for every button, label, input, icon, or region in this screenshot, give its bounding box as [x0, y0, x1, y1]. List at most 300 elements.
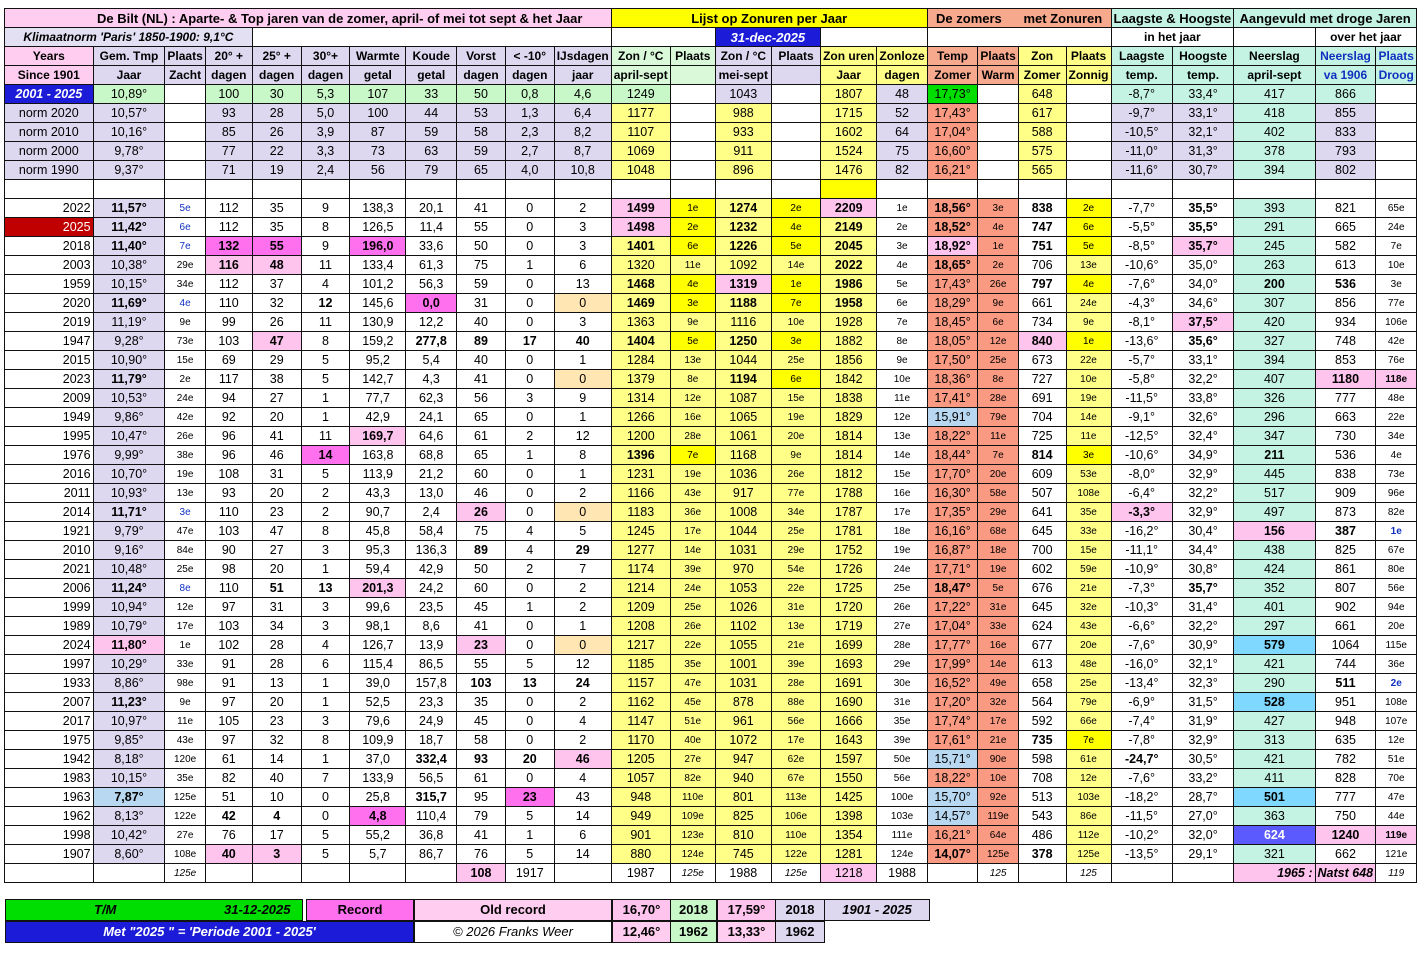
cell-ijs: 7 [554, 560, 611, 579]
cell-laagste: -10,6° [1111, 256, 1172, 275]
cell-gem_tmp: 8,86° [93, 674, 165, 693]
norm-cell-koude: 33 [406, 85, 457, 104]
cell-temp_zomer: 16,16° [927, 522, 978, 541]
cell-warmte: 201,3 [350, 579, 406, 598]
summary-zacht_count: 125e [165, 864, 205, 883]
dry-years-title: Aangevuld met droge Jaren [1234, 9, 1417, 28]
year-cell: 1921 [5, 522, 94, 541]
cell-min10: 20 [505, 750, 554, 769]
norm-cell-warmte: 107 [350, 85, 406, 104]
cell-plaats_a: 109e [670, 807, 715, 826]
cell-zon_apr: 1057 [611, 769, 670, 788]
climate-table [4, 8, 1417, 883]
cell-d25: 47 [252, 332, 301, 351]
cell-zonloze: 18e [877, 522, 927, 541]
cell-plaats_zonnig: 11e [1066, 427, 1111, 446]
year-row [5, 427, 1417, 446]
cell-d20: 105 [205, 712, 252, 731]
cell-zon_mei: 1319 [715, 275, 771, 294]
cell-zon_jaar: 1958 [821, 294, 877, 313]
cell-plaats_zacht: 42e [165, 408, 205, 427]
cell-min10: 4 [505, 541, 554, 560]
cell-plaats_a: 16e [670, 408, 715, 427]
cell-d30: 1 [301, 674, 350, 693]
cell-zon_jaar: 1691 [821, 674, 877, 693]
norm-cell-neerslag_jaar: 833 [1315, 123, 1376, 142]
cell-plaats_droog: 22e [1376, 408, 1417, 427]
cell-d25: 47 [252, 522, 301, 541]
col-subheader-zon_jaar: Jaar [821, 66, 877, 85]
year-row [5, 389, 1417, 408]
cell-d20: 132 [205, 237, 252, 256]
cell-warmte: 163,8 [350, 446, 406, 465]
cell-plaats_droog: 48e [1376, 389, 1417, 408]
climate-norm-subtitle: Klimaatnorm 'Paris' 1850-1900: 9,1°C [5, 28, 253, 47]
cell-zon_zomer: 598 [1018, 750, 1066, 769]
cell-plaats_droog: 65e [1376, 199, 1417, 218]
cell-zonloze: 103e [877, 807, 927, 826]
norm-cell-zon_apr: 1249 [611, 85, 670, 104]
cell-min10: 17 [505, 332, 554, 351]
cell-temp_zomer: 17,74° [927, 712, 978, 731]
cell-zon_mei: 940 [715, 769, 771, 788]
cell-neerslag_jaar: 635 [1315, 731, 1376, 750]
cell-neerslag: 352 [1234, 579, 1315, 598]
norm-cell-zon_zomer: 617 [1018, 104, 1066, 123]
summary-zonnig_count: 125 [1066, 864, 1111, 883]
cell-zon_apr: 1498 [611, 218, 670, 237]
norm-cell-laagste: -11,0° [1111, 142, 1172, 161]
cell-zon_jaar: 1787 [821, 503, 877, 522]
cell-neerslag: 624 [1234, 826, 1315, 845]
cell-hoogste: 35,5° [1172, 218, 1233, 237]
year-row [5, 465, 1417, 484]
cell-temp_zomer: 17,71° [927, 560, 978, 579]
cell-neerslag: 427 [1234, 712, 1315, 731]
cell-zon_jaar: 1856 [821, 351, 877, 370]
cell-plaats_warm: 90e [978, 750, 1018, 769]
cell-plaats_droog: 96e [1376, 484, 1417, 503]
cell-plaats_zacht: 9e [165, 313, 205, 332]
cell-min10: 5 [505, 845, 554, 864]
cell-laagste: -9,1° [1111, 408, 1172, 427]
cell-zon_jaar: 1838 [821, 389, 877, 408]
cell-plaats_zonnig: 5e [1066, 237, 1111, 256]
cell-warmte: 5,7 [350, 845, 406, 864]
sun-list-title: Lijst op Zonuren per Jaar [611, 9, 927, 28]
col-header-ijs: IJsdagen [554, 47, 611, 66]
cell-plaats_zonnig: 13e [1066, 256, 1111, 275]
cell-laagste: -7,7° [1111, 199, 1172, 218]
cell-plaats_droog: 47e [1376, 788, 1417, 807]
cell-plaats_zonnig: 86e [1066, 807, 1111, 826]
cell-plaats_zacht: 98e [165, 674, 205, 693]
cell-zon_apr: 1277 [611, 541, 670, 560]
cell-plaats_warm: 3e [978, 199, 1018, 218]
year-row [5, 218, 1417, 237]
cell-temp_zomer: 16,30° [927, 484, 978, 503]
cell-d30: 13 [301, 579, 350, 598]
cell-vorst: 75 [457, 256, 506, 275]
cell-min10: 1 [505, 598, 554, 617]
cell-zon_mei: 1092 [715, 256, 771, 275]
cell-zon_zomer: 609 [1018, 465, 1066, 484]
norm-cell-zon_zomer: 588 [1018, 123, 1066, 142]
norm-cell-plaats_m [771, 104, 820, 123]
cell-plaats_droog: 2e [1376, 674, 1417, 693]
cell-d30: 0 [301, 788, 350, 807]
cell-neerslag_jaar: 821 [1315, 199, 1376, 218]
cell-plaats_a: 39e [670, 560, 715, 579]
cell-zon_apr: 1468 [611, 275, 670, 294]
norm-cell-zon_apr: 1048 [611, 161, 670, 180]
col-subheader-d30: dagen [301, 66, 350, 85]
cell-zon_jaar: 1398 [821, 807, 877, 826]
cell-zon_zomer: 704 [1018, 408, 1066, 427]
norm-cell-temp_zomer: 17,73° [927, 85, 978, 104]
cell-zon_jaar: 1281 [821, 845, 877, 864]
cell-warmte: 113,9 [350, 465, 406, 484]
col-subheader-neerslag_jaar: va 1906 [1315, 66, 1376, 85]
cell-d30: 8 [301, 218, 350, 237]
cell-zon_zomer: 725 [1018, 427, 1066, 446]
cell-laagste: -3,3° [1111, 503, 1172, 522]
cell-plaats_warm: 21e [978, 731, 1018, 750]
cell-ijs: 6 [554, 256, 611, 275]
year-cell: 1963 [5, 788, 94, 807]
cell-gem_tmp: 8,60° [93, 845, 165, 864]
year-row [5, 275, 1417, 294]
cell-vorst: 45 [457, 712, 506, 731]
cell-laagste: -6,9° [1111, 693, 1172, 712]
cell-plaats_m: 110e [771, 826, 820, 845]
year-row [5, 256, 1417, 275]
cell-min10: 0 [505, 465, 554, 484]
norm-cell-vorst: 58 [457, 123, 506, 142]
cell-plaats_m: 15e [771, 389, 820, 408]
cell-gem_tmp: 10,90° [93, 351, 165, 370]
cell-d30: 5 [301, 465, 350, 484]
norm-cell-d25: 30 [252, 85, 301, 104]
cell-plaats_zonnig: 48e [1066, 655, 1111, 674]
cell-plaats_zonnig: 9e [1066, 313, 1111, 332]
cell-neerslag_jaar: 777 [1315, 788, 1376, 807]
cell-plaats_zonnig: 10e [1066, 370, 1111, 389]
cell-temp_zomer: 17,61° [927, 731, 978, 750]
summary-zon_mei_plaats: 125e [771, 864, 820, 883]
cell-temp_zomer: 17,41° [927, 389, 978, 408]
norm-cell-zonloze: 82 [877, 161, 927, 180]
norm-cell-gem_tmp: 9,78° [93, 142, 165, 161]
summary-empty [406, 864, 457, 883]
cell-koude: 86,7 [406, 845, 457, 864]
cell-hoogste: 32,2° [1172, 370, 1233, 389]
copyright: © 2026 Franks Weer [414, 921, 612, 943]
cell-d25: 27 [252, 541, 301, 560]
cell-plaats_a: 36e [670, 503, 715, 522]
cell-plaats_zacht: 33e [165, 655, 205, 674]
cell-temp_zomer: 17,20° [927, 693, 978, 712]
year-cell: 1989 [5, 617, 94, 636]
cell-temp_zomer: 15,71° [927, 750, 978, 769]
cell-plaats_zonnig: 15e [1066, 541, 1111, 560]
norm-cell-plaats_a [670, 104, 715, 123]
norm-cell-d25: 26 [252, 123, 301, 142]
col-subheader-plaats_m [771, 66, 820, 85]
norm-cell-vorst: 53 [457, 104, 506, 123]
cell-temp_zomer: 18,52° [927, 218, 978, 237]
cell-warmte: 52,5 [350, 693, 406, 712]
cell-d20: 96 [205, 427, 252, 446]
cell-gem_tmp: 10,94° [93, 598, 165, 617]
cell-neerslag: 321 [1234, 845, 1315, 864]
col-header-plaats_zacht: Plaats [165, 47, 205, 66]
cell-plaats_droog: 115e [1376, 636, 1417, 655]
cell-plaats_zacht: 19e [165, 465, 205, 484]
cell-warmte: 4,8 [350, 807, 406, 826]
cell-hoogste: 30,8° [1172, 560, 1233, 579]
norm-cell-plaats_a [670, 85, 715, 104]
norm-cell-zonloze: 48 [877, 85, 927, 104]
cell-hoogste: 33,2° [1172, 769, 1233, 788]
norm-cell-zon_apr: 1107 [611, 123, 670, 142]
cell-d25: 31 [252, 598, 301, 617]
cell-laagste: -7,6° [1111, 636, 1172, 655]
cell-plaats_zacht: 7e [165, 237, 205, 256]
year-cell: 2017 [5, 712, 94, 731]
year-cell: 2003 [5, 256, 94, 275]
cell-warmte: 99,6 [350, 598, 406, 617]
cell-laagste: -8,1° [1111, 313, 1172, 332]
norm-cell-warmte: 100 [350, 104, 406, 123]
year-row [5, 294, 1417, 313]
cell-plaats_a: 123e [670, 826, 715, 845]
norm-cell-min10: 2,3 [505, 123, 554, 142]
norm-cell-laagste: -11,6° [1111, 161, 1172, 180]
cell-plaats_a: 4e [670, 275, 715, 294]
cell-laagste: -13,4° [1111, 674, 1172, 693]
norm-cell-plaats_a [670, 142, 715, 161]
col-subheader-gem_tmp: Jaar [93, 66, 165, 85]
norm-cell-temp_zomer: 16,60° [927, 142, 978, 161]
cell-plaats_warm: 5e [978, 579, 1018, 598]
cell-plaats_zacht: 25e [165, 560, 205, 579]
norm-cell-vorst: 65 [457, 161, 506, 180]
norm-cell-ijs: 8,2 [554, 123, 611, 142]
cell-plaats_m: 56e [771, 712, 820, 731]
cell-neerslag: 393 [1234, 199, 1315, 218]
norm-cell-neerslag: 402 [1234, 123, 1315, 142]
cell-koude: 0,0 [406, 294, 457, 313]
cell-neerslag_jaar: 1064 [1315, 636, 1376, 655]
cell-vorst: 76 [457, 845, 506, 864]
cell-plaats_zonnig: 53e [1066, 465, 1111, 484]
col-subheader-plaats_zonnig: Zonnig [1066, 66, 1111, 85]
cell-zonloze: 3e [877, 237, 927, 256]
cell-d25: 20 [252, 560, 301, 579]
cell-plaats_warm: 8e [978, 370, 1018, 389]
cell-d30: 9 [301, 199, 350, 218]
year-cell: 1999 [5, 598, 94, 617]
year-row [5, 655, 1417, 674]
summary-empty [1018, 864, 1066, 883]
cell-zon_jaar: 2149 [821, 218, 877, 237]
cell-min10: 1 [505, 446, 554, 465]
cell-zon_zomer: 645 [1018, 522, 1066, 541]
cell-neerslag: 420 [1234, 313, 1315, 332]
cell-d25: 35 [252, 218, 301, 237]
cell-zon_zomer: 378 [1018, 845, 1066, 864]
cell-koude: 36,8 [406, 826, 457, 845]
year-row [5, 351, 1417, 370]
cell-neerslag: 297 [1234, 617, 1315, 636]
cell-d20: 116 [205, 256, 252, 275]
cell-plaats_m: 25e [771, 522, 820, 541]
col-subheader-zon_apr: april-sept [611, 66, 670, 85]
year-row [5, 237, 1417, 256]
cell-gem_tmp: 8,13° [93, 807, 165, 826]
norm-cell-plaats_zonnig [1066, 104, 1111, 123]
cell-koude: 157,8 [406, 674, 457, 693]
cell-plaats_a: 124e [670, 845, 715, 864]
cell-zon_apr: 948 [611, 788, 670, 807]
cell-plaats_zacht: 38e [165, 446, 205, 465]
norm-cell-hoogste: 32,1° [1172, 123, 1233, 142]
cell-laagste: -11,1° [1111, 541, 1172, 560]
cell-zon_jaar: 1814 [821, 446, 877, 465]
cell-min10: 3 [505, 389, 554, 408]
cell-ijs: 2 [554, 598, 611, 617]
cell-laagste: -6,4° [1111, 484, 1172, 503]
cell-neerslag_jaar: 825 [1315, 541, 1376, 560]
cell-d30: 1 [301, 560, 350, 579]
cell-zonloze: 4e [877, 256, 927, 275]
col-subheader-plaats_a [670, 66, 715, 85]
norm-cell-plaats_droog [1376, 123, 1417, 142]
cell-ijs: 4 [554, 712, 611, 731]
cell-zon_jaar: 1986 [821, 275, 877, 294]
cell-hoogste: 34,4° [1172, 541, 1233, 560]
cell-d20: 110 [205, 503, 252, 522]
cell-plaats_droog: 73e [1376, 465, 1417, 484]
cell-neerslag_jaar: 777 [1315, 389, 1376, 408]
cell-vorst: 55 [457, 655, 506, 674]
cell-d30: 5 [301, 845, 350, 864]
cell-zon_mei: 917 [715, 484, 771, 503]
year-row [5, 522, 1417, 541]
cell-plaats_zonnig: 61e [1066, 750, 1111, 769]
cell-laagste: -5,7° [1111, 351, 1172, 370]
cell-neerslag: 245 [1234, 237, 1315, 256]
cell-zon_mei: 947 [715, 750, 771, 769]
cell-vorst: 89 [457, 332, 506, 351]
cell-plaats_zonnig: 108e [1066, 484, 1111, 503]
cell-d20: 108 [205, 465, 252, 484]
cell-zon_zomer: 513 [1018, 788, 1066, 807]
cell-vorst: 65 [457, 408, 506, 427]
cell-zon_jaar: 1693 [821, 655, 877, 674]
cell-temp_zomer: 18,05° [927, 332, 978, 351]
col-header-d20: 20° + [205, 47, 252, 66]
cell-hoogste: 35,5° [1172, 199, 1233, 218]
cell-vorst: 61 [457, 427, 506, 446]
cell-min10: 0 [505, 351, 554, 370]
cell-plaats_zacht: 43e [165, 731, 205, 750]
cell-plaats_zonnig: 125e [1066, 845, 1111, 864]
year-cell: 2019 [5, 313, 94, 332]
cell-laagste: -12,5° [1111, 427, 1172, 446]
cell-laagste: -10,6° [1111, 446, 1172, 465]
cell-warmte: 95,2 [350, 351, 406, 370]
norm-cell-zon_mei: 1043 [715, 85, 771, 104]
cell-plaats_droog: 42e [1376, 332, 1417, 351]
cell-zonloze: 2e [877, 218, 927, 237]
cell-zon_zomer: 706 [1018, 256, 1066, 275]
norm-row [5, 142, 1417, 161]
cell-vorst: 95 [457, 788, 506, 807]
cell-d30: 1 [301, 408, 350, 427]
cell-neerslag: 296 [1234, 408, 1315, 427]
cell-zon_zomer: 700 [1018, 541, 1066, 560]
cell-koude: 61,3 [406, 256, 457, 275]
cell-neerslag: 363 [1234, 807, 1315, 826]
year-cell: 1975 [5, 731, 94, 750]
cell-plaats_m: 17e [771, 731, 820, 750]
cell-ijs: 0 [554, 370, 611, 389]
cell-hoogste: 34,6° [1172, 294, 1233, 313]
cell-laagste: -6,6° [1111, 617, 1172, 636]
cell-hoogste: 30,4° [1172, 522, 1233, 541]
cell-zon_apr: 1209 [611, 598, 670, 617]
norm-cell-temp_zomer: 16,21° [927, 161, 978, 180]
cell-plaats_a: 26e [670, 617, 715, 636]
cell-plaats_a: 3e [670, 294, 715, 313]
cell-hoogste: 32,9° [1172, 465, 1233, 484]
year-row [5, 769, 1417, 788]
col-subheader-neerslag: april-sept [1234, 66, 1315, 85]
cell-d20: 90 [205, 541, 252, 560]
cell-d25: 32 [252, 294, 301, 313]
cell-d25: 51 [252, 579, 301, 598]
cell-plaats_warm: 4e [978, 218, 1018, 237]
norm-cell-zon_zomer: 565 [1018, 161, 1066, 180]
cell-d20: 99 [205, 313, 252, 332]
cell-laagste: -7,4° [1111, 712, 1172, 731]
cell-vorst: 31 [457, 294, 506, 313]
zon-apr-record: 16,70° [612, 899, 671, 921]
cell-koude: 33,6 [406, 237, 457, 256]
cell-neerslag: 290 [1234, 674, 1315, 693]
cell-d30: 3 [301, 617, 350, 636]
cell-plaats_m: 4e [771, 218, 820, 237]
cell-vorst: 60 [457, 465, 506, 484]
norm-cell-neerslag: 418 [1234, 104, 1315, 123]
cell-koude: 56,5 [406, 769, 457, 788]
cell-plaats_droog: 80e [1376, 560, 1417, 579]
cell-plaats_zacht: 15e [165, 351, 205, 370]
cell-vorst: 58 [457, 731, 506, 750]
norm-cell-temp_zomer: 17,04° [927, 123, 978, 142]
norm-cell-zon_mei: 933 [715, 123, 771, 142]
cell-plaats_zacht: 13e [165, 484, 205, 503]
norm-row [5, 85, 1417, 104]
cell-plaats_a: 5e [670, 332, 715, 351]
cell-plaats_warm: 17e [978, 712, 1018, 731]
cell-hoogste: 29,1° [1172, 845, 1233, 864]
norm-cell-d30: 2,4 [301, 161, 350, 180]
norm-cell-plaats_warm [978, 142, 1018, 161]
year-row [5, 750, 1417, 769]
